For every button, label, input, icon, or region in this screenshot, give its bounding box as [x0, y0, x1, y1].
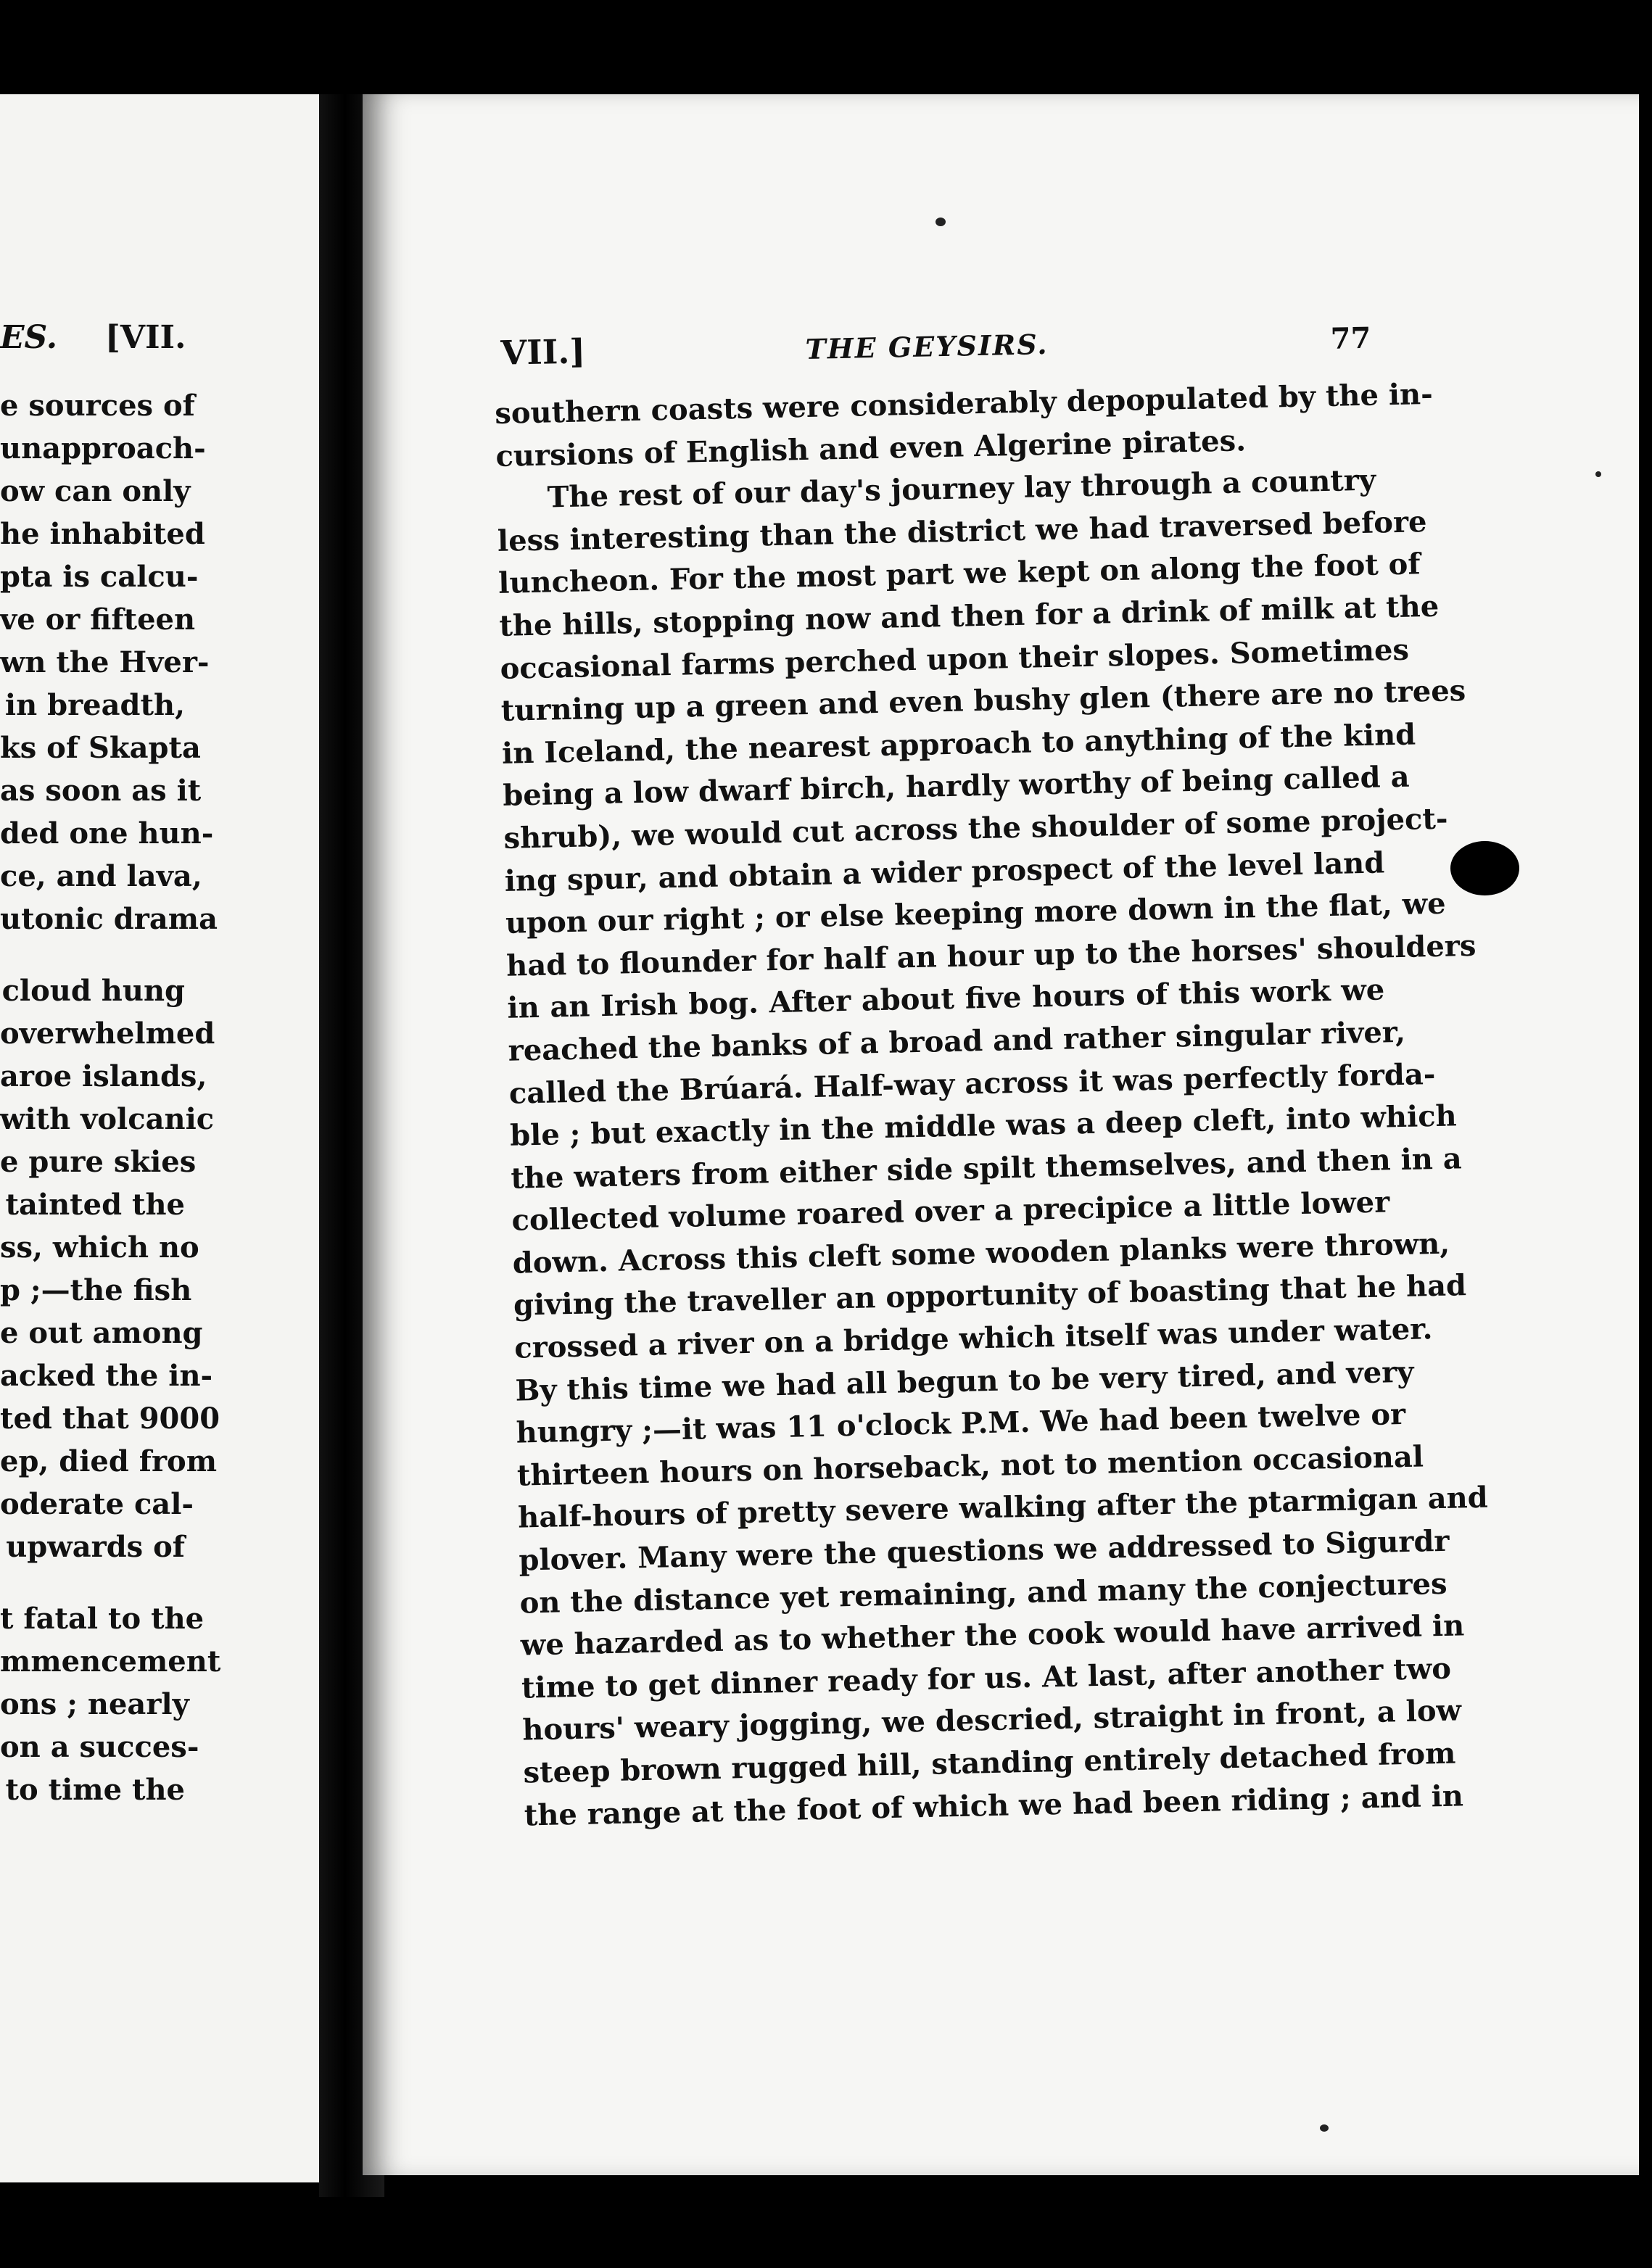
text-line: ve or fifteen [0, 603, 196, 637]
ink-speck [936, 218, 946, 226]
text-line: called the Brúará. Half-way across it was perfectly forda- [508, 1056, 1436, 1111]
left-page [0, 94, 319, 2182]
ink-speck [1320, 2124, 1329, 2132]
text-line: ks of Skapta [0, 731, 201, 765]
text-line: oderate cal- [0, 1487, 194, 1521]
text-line: ep, died from [0, 1444, 218, 1478]
running-head [493, 315, 1371, 384]
text-line: the range at the foot of which we had been riding ; and in [524, 1779, 1464, 1833]
text-line: southern coasts were considerably depopulated by the in- [494, 376, 1434, 431]
text-line: to time the [5, 1773, 185, 1807]
text-line: utonic drama [0, 902, 218, 936]
text-line: reached the banks of a broad and rather singular river, [508, 1014, 1406, 1068]
left-header-chapter: [VII. [105, 319, 186, 356]
text-line: in Iceland, the nearest approach to anything of the kind [501, 717, 1416, 771]
right-page [363, 94, 1639, 2175]
text-line: ce, and lava, [0, 859, 202, 893]
left-header-title: ES. [0, 319, 58, 356]
text-line: ons ; nearly [0, 1687, 189, 1721]
text-line: occasional farms perched upon their slopes. Sometimes [500, 632, 1410, 686]
text-line: less interesting than the district we had traversed before [497, 504, 1427, 558]
text-line: tainted the [5, 1188, 185, 1222]
text-line: thirteen hours on horseback, not to mention occasional [516, 1439, 1424, 1493]
text-line: cloud hung [1, 974, 185, 1008]
text-line: luncheon. For the most part we kept on along the foot of [497, 547, 1421, 601]
text-line: e out among [0, 1316, 203, 1350]
text-line: plover. Many were the questions we addressed to Sigurdr [518, 1523, 1450, 1578]
left-page-text [0, 384, 221, 1811]
page-content [493, 315, 1489, 1837]
text-line: ted that 9000 [0, 1402, 220, 1436]
text-line: crossed a river on a bridge which itself was under water. [513, 1312, 1433, 1365]
text-line: turning up a green and even bushy glen (there are no trees [500, 674, 1466, 729]
text-line: ow can only [0, 474, 191, 508]
text-line: on the distance yet remaining, and many the conjectures [519, 1566, 1447, 1621]
text-line: unapproach- [0, 431, 206, 465]
body-text [494, 375, 1489, 1837]
text-line: half-hours of pretty severe walking after the ptarmigan and [517, 1481, 1489, 1536]
page-title: THE GEYSIRS. [805, 327, 1049, 365]
text-line: hours' weary jogging, we descried, straight in front, a low [521, 1693, 1462, 1747]
text-line: steep brown rugged hill, standing entirely detached from [523, 1736, 1456, 1790]
text-line: in breadth, [4, 688, 185, 722]
text-line: the hills, stopping now and then for a drink of milk at the [498, 589, 1440, 643]
text-line: on a succes- [0, 1730, 199, 1764]
text-line: ded one hun- [0, 816, 214, 850]
text-line: ble ; but exactly in the middle was a deep cleft, into which [509, 1098, 1458, 1153]
text-line: with volcanic [0, 1102, 215, 1136]
text-line: he inhabited [0, 517, 205, 551]
text-line: as soon as it [0, 774, 202, 808]
text-line: t fatal to the [0, 1602, 205, 1636]
text-line: p ;—the fish [0, 1273, 192, 1307]
text-line: aroe islands, [0, 1059, 207, 1093]
text-line: upwards of [6, 1530, 185, 1564]
text-line: wn the Hver- [0, 645, 210, 679]
text-line: giving the traveller an opportunity of boasting that he had [513, 1268, 1467, 1323]
text-line: collected volume roared over a precipice a little lower [511, 1185, 1390, 1238]
ink-blot [1450, 841, 1519, 895]
text-line: acked the in- [0, 1359, 213, 1393]
text-line: ing spur, and obtain a wider prospect of the level land [504, 845, 1385, 898]
text-line: down. Across this cleft some wooden planks were thrown, [512, 1226, 1450, 1280]
text-line: pta is calcu- [0, 560, 199, 594]
chapter-number: VII.] [500, 331, 586, 373]
text-line: mmencement [0, 1644, 221, 1679]
text-line: in an Irish bog. After about five hours of this work we [507, 972, 1385, 1026]
page-number: 77 [1330, 320, 1371, 356]
text-line: we hazarded as to whether the cook would have arrived in [520, 1608, 1465, 1663]
text-line: the waters from either side spilt themselves, and then in a [510, 1141, 1463, 1196]
text-line: e pure skies [0, 1145, 197, 1179]
text-line: cursions of English and even Algerine pirates. [495, 423, 1247, 473]
text-line: shrub), we would cut across the shoulder of some project- [503, 801, 1448, 856]
text-line: ss, which no [0, 1230, 199, 1265]
text-line: being a low dwarf birch, hardly worthy of being called a [502, 760, 1410, 814]
text-line: By this time we had all begun to be very tired, and very [515, 1354, 1415, 1408]
text-line: had to flounder for half an hour up to the horses' shoulders [505, 928, 1477, 983]
text-line: hungry ;—it was 11 o'clock P.M. We had been twelve or [516, 1397, 1406, 1450]
text-line: The rest of our day's journey lay through a country [547, 463, 1376, 515]
text-line: time to get dinner ready for us. At last, after another two [521, 1651, 1452, 1705]
text-line: overwhelmed [0, 1017, 215, 1051]
text-line: upon our right ; or else keeping more down in the flat, we [505, 886, 1447, 940]
text-line: e sources of [0, 389, 195, 423]
ink-speck [1595, 471, 1601, 477]
